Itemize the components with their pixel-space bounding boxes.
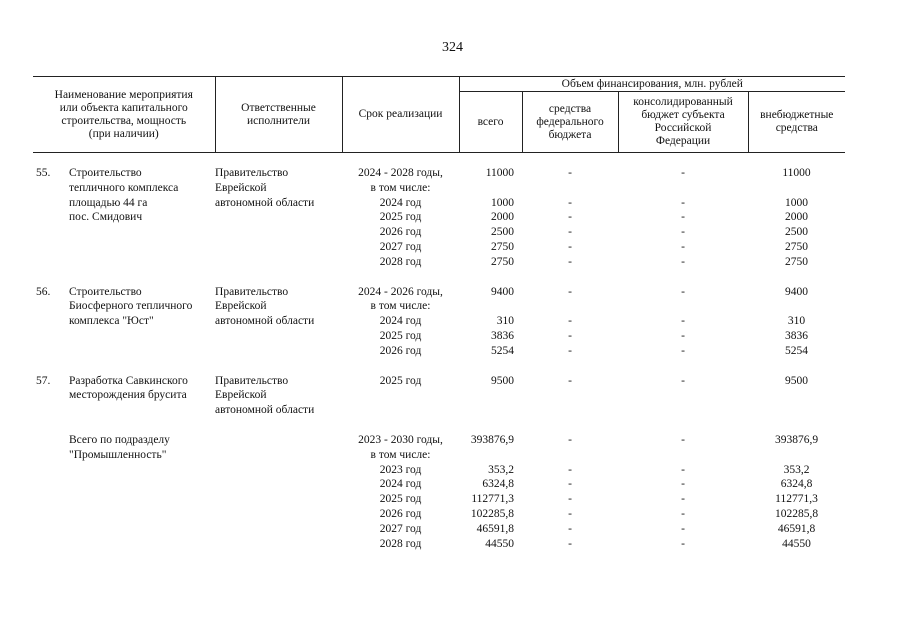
- row-total: 11000 1000 2000 2500 2750 2750: [485, 167, 515, 268]
- row-name: Строительство тепличного комплекса площадью 44 га пос. Смидович: [69, 167, 179, 224]
- row-number: 55.: [36, 167, 51, 179]
- row-total: 9400 310 3836 5254: [491, 285, 515, 357]
- table-row: [33, 166, 845, 270]
- row-extrabudget: 9400 310 3836 5254: [785, 285, 809, 357]
- row-executor: Правительство Еврейской автономной области: [215, 374, 315, 417]
- header-total: всего: [459, 92, 522, 153]
- header-name: Наименование мероприятия или объекта капитального строительства, мощность (при наличии): [33, 77, 215, 153]
- row-executor: Правительство Еврейской автономной области: [215, 285, 315, 328]
- row-period: 2024 - 2026 годы, в том числе: 2024 год 2025 год 2026 год: [358, 285, 443, 357]
- row-total: 393876,9 353,2 6324,8 112771,3 102285,8 46591,8 44550: [470, 433, 515, 550]
- header-period: Срок реализации: [342, 77, 459, 153]
- row-consolidated: - - - - - - -: [681, 433, 685, 550]
- row-period: 2024 - 2028 годы, в том числе: 2024 год 2025 год 2026 год 2027 год 2028 год: [358, 167, 443, 268]
- row-federal: - - - - - -: [568, 167, 572, 268]
- row-total: 9500: [491, 374, 515, 387]
- row-executor: Правительство Еврейской автономной области: [215, 167, 315, 209]
- row-federal: -: [568, 374, 572, 387]
- row-name: Всего по подразделу "Промышленность": [69, 433, 170, 461]
- row-period: 2025 год: [379, 374, 422, 387]
- header-extrabudget: внебюджетные средства: [748, 92, 845, 153]
- table-row-summary: [33, 433, 845, 551]
- row-extrabudget: 11000 1000 2000 2500 2750 2750: [782, 167, 811, 268]
- row-name: Разработка Савкинского месторождения брусита: [69, 374, 188, 402]
- row-federal: - - - - - - -: [568, 433, 572, 550]
- table-row: [33, 285, 845, 359]
- row-consolidated: -: [681, 374, 685, 387]
- row-name: Строительство Биосферного тепличного комплекса "Юст": [69, 285, 193, 328]
- header-executors: Ответственные исполнители: [215, 77, 342, 153]
- page-number: 324: [442, 40, 463, 55]
- row-number: 57.: [36, 374, 51, 387]
- row-extrabudget: 393876,9 353,2 6324,8 112771,3 102285,8 46591,8 44550: [774, 433, 819, 550]
- header-federal: средства федерального бюджета: [522, 92, 618, 153]
- row-number: 56.: [36, 285, 51, 298]
- table-row: [33, 374, 845, 418]
- row-number: [33, 433, 69, 551]
- row-consolidated: - - - -: [681, 285, 685, 357]
- row-extrabudget: 9500: [785, 374, 809, 387]
- header-financing: Объем финансирования, млн. рублей: [459, 77, 845, 92]
- row-consolidated: - - - - - -: [681, 167, 685, 268]
- row-federal: - - - -: [568, 285, 572, 357]
- row-executor: [215, 433, 342, 551]
- row-period: 2023 - 2030 годы, в том числе: 2023 год 2024 год 2025 год 2026 год 2027 год 2028 год: [358, 433, 443, 550]
- header-consolidated: консолидированный бюджет субъекта Российской Федерации: [618, 92, 748, 153]
- financing-table: [33, 76, 845, 551]
